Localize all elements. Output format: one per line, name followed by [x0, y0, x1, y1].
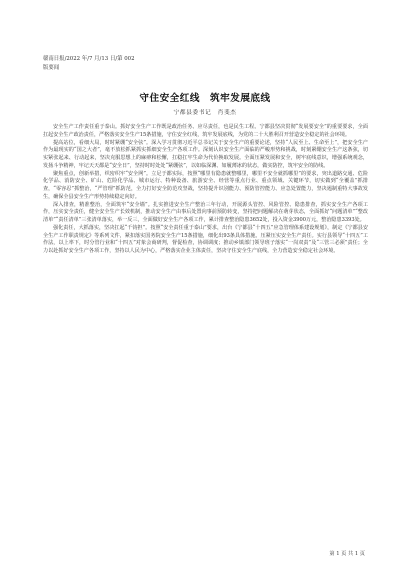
article-paragraph: 提高站位，看细大局，时时紧绷“安全弦”。深入学习贯彻习近平总书记关于安全生产的重要论述，坚持“人民至上、生命至上”，把安全生产作为最现实的“国之大者”，毫不放松抓紧抓实抓细安全生产各项工作。深刻认识安全生产面临的严峻形势和挑战，时刻紧绷安全生产这条弦，切实紧张起来、行动起来，坚决克服思想上的麻痹和松懈，扛稳扛牢生命为代价换取发展。全面压紧发展和安全，树牢底线意识，增强系统观念，发扬斗争精神，牢记天天都是“安全日”，坚持时时处处“紧绷弦”，以如临深渊、如履薄冰的状态，做实防控，筑牢安全的防线。	[43, 139, 368, 169]
page-indicator: 第 1 页 共 1 页	[329, 551, 365, 557]
article-body	[43, 124, 368, 256]
article-paragraph: 强化责任，大抓落实，坚决扛起“千钧担”。按照“安全责任重于泰山”要求，出台《宁都县“十四五”应急管理体系建设规划》，制定《宁都县安全生产工作职责规定》等系列文件，紧扣落实国务院安全生产15条措施，细化出93条具体措施。压紧压实安全生产责任。实行县领导“十四五”工作法，以上率下，时分管行业和“十四五”对象会商研判，督促检查，协调调度；推动乡镇部门领导班子落实“一岗双责”及“三管三必须”责任；全力以赴抓好安全生产各项工作，坚持以人民为中心，严格落实企业主体责任，坚决守住安全生产底线，全力营造安全稳定社会环境。	[43, 224, 368, 254]
article-title: 守住安全红线 筑牢发展底线	[139, 93, 271, 104]
article-paragraph: 安全生产工作责任重于泰山。抓好安全生产工作既是政治任务、应尽责任，也是民生工程。宁都县坚决贯彻“发展要安全”的重要要求，全面扛起安全生产政治责任，严格落实安全生产15条措施，守住安全红线，筑牢发展底线，为党的二十大胜利召开营造安全稳定的社会环境。	[43, 124, 368, 138]
article-paragraph: 深入排查，精准整治，全面筑牢“安全墙”。扎实推进安全生产整治三年行动，开展源头管控、风险管控、隐患排查，抓实安全生产各项工作，压实安全责任，健全安全生产长效机制，推动安全生产由事后处置向事前预防转变，坚持把问题解决在萌芽状态，全面抓好“问题清单”“整改清单”“责任清单”三张清单落实，举一反三，全面做好安全生产各项工作，累计排查整治隐患3652处，投入资金3900万元，整治隐患3393处。	[43, 201, 368, 223]
article-byline: 宁都县委书记 肖斐杰	[173, 110, 237, 116]
section-line: 版要闻	[43, 65, 60, 71]
article-paragraph: 聚焦重点，创新举措，织密织牢“安全网”。立足于都实际，按照“哪里有隐患就整哪里，哪里不安全就抓哪里”的要求，突出道路交通、危险化学品、消防安全、矿山、危险化学品、城市运行、特种设备、旅游安全、经营等重点行业、重点领域、关键环节，切实做到“全覆盖”抓排查，“零容忍”抓整治，“严管理”抓防范，全力打好安全防范攻坚战，坚持提升识别能力、预防管控能力、应急处置能力，坚决遏制重特大事故发生，确保全县安全生产形势持续稳定向好。	[43, 170, 368, 200]
source-info	[43, 55, 135, 73]
source-line: 赣南日报/2022 年/7 月/13 日/第 002	[43, 56, 135, 62]
